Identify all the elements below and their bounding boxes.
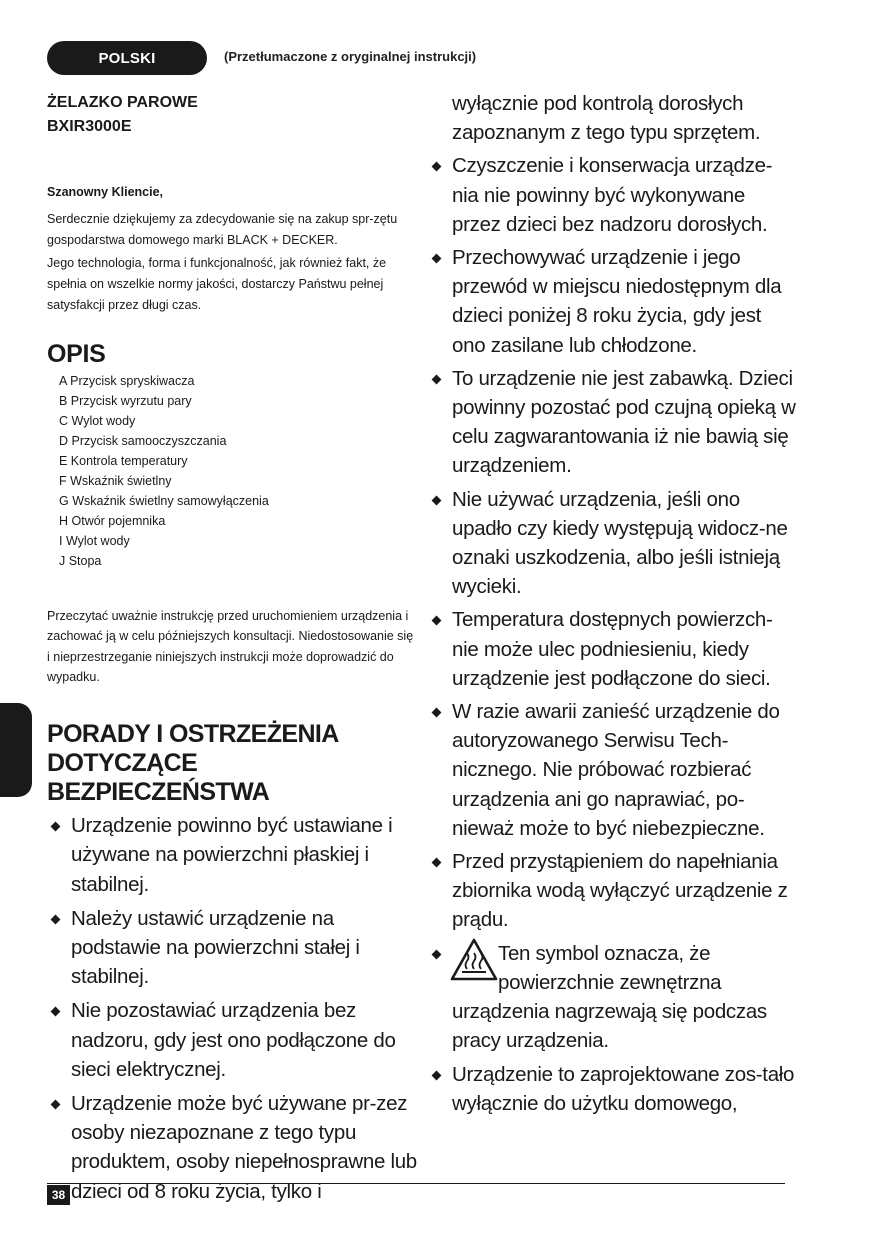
safety-item-text: Urządzenie może być używane pr-zez osoby niezapoznane z tego typu produktem, osoby niepełnosprawne lub dzieci od 8 roku życia, tylko i xyxy=(71,1092,417,1203)
safety-item-hot-surface xyxy=(428,939,798,1056)
safety-item xyxy=(428,364,798,481)
safety-item xyxy=(47,811,417,899)
part-item: E Kontrola temperatury xyxy=(59,454,188,468)
part-item: H Otwór pojemnika xyxy=(59,514,166,528)
diamond-bullet-icon xyxy=(432,162,442,172)
language-label: POLSKI xyxy=(98,49,156,67)
safety-item xyxy=(428,1060,798,1118)
safety-list-right xyxy=(428,151,798,1118)
intro-paragraph: Jego technologia, forma i funkcjonalność, jak również fakt, że spełnia on wszelkie normy jakości, dostarczy Państwu pełnej satysfakcji przez długi czas. xyxy=(47,256,387,312)
safety-item xyxy=(47,1089,417,1206)
parts-list xyxy=(47,371,417,571)
diamond-bullet-icon xyxy=(432,949,442,959)
safety-item-text: W razie awarii zanieść urządzenie do autoryzowanego Serwisu Tech-nicznego. Nie próbować rozbierać urządzenia ani go naprawiać, po-nieważ może to być niebezpieczne. xyxy=(452,700,780,840)
description-heading: OPIS xyxy=(47,340,106,368)
diamond-bullet-icon xyxy=(432,374,442,384)
footer-divider xyxy=(47,1183,785,1184)
part-item: J Stopa xyxy=(59,554,102,568)
section-tab-marker xyxy=(0,703,32,797)
diamond-bullet-icon xyxy=(51,1007,61,1017)
diamond-bullet-icon xyxy=(432,254,442,264)
safety-item-text: Przed przystąpieniem do napełniania zbiornika wodą wyłączyć urządzenie z prądu. xyxy=(452,850,788,932)
language-badge xyxy=(47,41,207,75)
safety-item-text: Temperatura dostępnych powierzch-nie może ulec podniesieniu, kiedy urządzenie jest podłączone do sieci. xyxy=(452,608,773,690)
part-item: I Wylot wody xyxy=(59,534,130,548)
hot-surface-text-line2: powierzchnie zewnętrzna xyxy=(498,970,722,994)
diamond-bullet-icon xyxy=(51,1100,61,1110)
translation-note: (Przetłumaczone z oryginalnej instrukcji) xyxy=(224,49,477,64)
page-number: 38 xyxy=(47,1185,70,1205)
diamond-bullet-icon xyxy=(432,708,442,718)
greeting: Szanowny Kliencie, xyxy=(47,185,164,199)
safety-item-text: Urządzenie to zaprojektowane zos-tało wyłącznie do użytku domowego, xyxy=(452,1062,795,1115)
product-model: BXIR3000E xyxy=(47,118,132,135)
diamond-bullet-icon xyxy=(51,914,61,924)
part-item: C Wylot wody xyxy=(59,414,136,428)
intro-paragraph: Serdecznie dziękujemy za zdecydowanie się na zakup spr-zętu gospodarstwa domowego marki BLACK + DECKER. xyxy=(47,212,398,247)
safety-item xyxy=(428,605,798,693)
safety-item-text: Przechowywać urządzenie i jego przewód w miejscu niedostępnym dla dzieci poniżej 8 roku życia, gdy jest ono zasilane lub chłodzone. xyxy=(452,246,782,357)
safety-item-text: Nie używać urządzenia, jeśli ono upadło czy kiedy występują widocz-ne oznaki uszkodzenia, albo jeśli istnieją wycieki. xyxy=(452,487,788,599)
hot-surface-warning-icon xyxy=(450,938,498,982)
safety-item-text: Należy ustawić urządzenie na podstawie na powierzchni stałej i stabilnej. xyxy=(71,906,360,989)
right-column xyxy=(428,89,798,1122)
safety-item-text: Nie pozostawiać urządzenia bez nadzoru, gdy jest ono podłączone do sieci elektrycznej. xyxy=(71,999,396,1081)
safety-list-left xyxy=(47,811,417,1206)
hot-surface-text-rest: urządzenia nagrzewają się podczas pracy urządzenia. xyxy=(452,1000,767,1053)
diamond-bullet-icon xyxy=(432,495,442,505)
safety-item xyxy=(47,904,417,992)
diamond-bullet-icon xyxy=(51,822,61,832)
part-item: F Wskaźnik świetlny xyxy=(59,474,172,488)
part-item: G Wskaźnik świetlny samowyłączenia xyxy=(59,494,269,508)
safety-item-text: To urządzenie nie jest zabawką. Dzieci powinny pozostać pod czujną opieką w celu zagwarantowania iż nie bawią się urządzeniem. xyxy=(452,366,796,478)
safety-item-text: Urządzenie powinno być ustawiane i używane na powierzchni płaskiej i stabilnej. xyxy=(71,814,393,896)
safety-item xyxy=(428,847,798,935)
safety-item xyxy=(428,243,798,360)
safety-heading: PORADY I OSTRZEŻENIA DOTYCZĄCE BEZPIECZEŃSTWA xyxy=(47,720,338,807)
part-item: B Przycisk wyrzutu pary xyxy=(59,394,192,408)
intro-text xyxy=(47,209,417,316)
diamond-bullet-icon xyxy=(432,616,442,626)
safety-item xyxy=(428,151,798,239)
hot-surface-text-line1: Ten symbol oznacza, że xyxy=(498,941,711,965)
safety-item-text: Czyszczenie i konserwacja urządze-nia nie powinny być wykonywane przez dzieci bez nadzoru dorosłych. xyxy=(452,154,773,236)
product-name: ŻELAZKO PAROWE xyxy=(47,94,198,111)
safety-item xyxy=(428,485,798,602)
safety-item xyxy=(428,697,798,843)
diamond-bullet-icon xyxy=(432,858,442,868)
left-column xyxy=(47,91,417,1211)
safety-item-continuation: wyłącznie pod kontrolą dorosłych zapoznanym z tego typu sprzętem. xyxy=(452,92,761,145)
diamond-bullet-icon xyxy=(432,1070,442,1080)
part-item: D Przycisk samooczyszczania xyxy=(59,434,227,448)
part-item: A Przycisk spryskiwacza xyxy=(59,374,195,388)
safety-item xyxy=(47,996,417,1084)
read-instructions-notice: Przeczytać uważnie instrukcję przed uruchomieniem urządzenia i zachować ją w celu późniejszych konsultacji. Niedostosowanie się i nieprzestrzeganie niniejszych instrukcji może doprowadzić do wypadku. xyxy=(47,609,414,684)
